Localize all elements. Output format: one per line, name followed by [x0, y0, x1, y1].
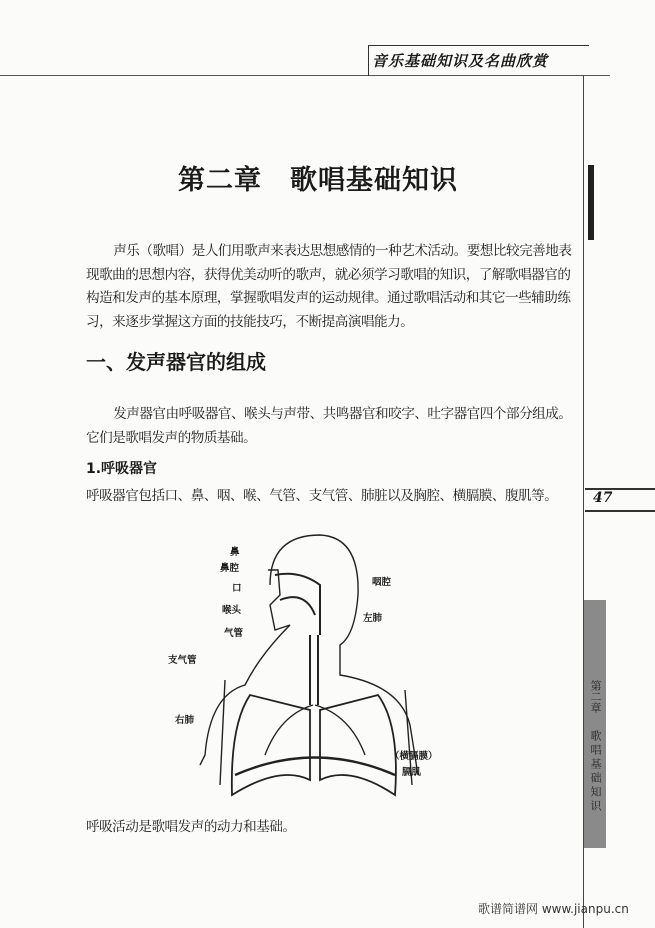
text-line: 习，来逐步掌握这方面的技能技巧，不断提高演唱能力。 [86, 313, 414, 330]
respiratory-figure [150, 525, 480, 815]
label-nasal-cavity: 鼻腔 [220, 563, 240, 574]
watermark: 歌谱简谱网 www.jianpu.cn [478, 902, 629, 916]
figure-caption: 呼吸活动是歌唱发声的动力和基础。 [86, 819, 296, 835]
margin-bar [588, 165, 594, 240]
label-left-lung: 左肺 [363, 613, 383, 624]
side-tab-title: 歌唱基础知识 [589, 730, 602, 814]
label-diaphragm-muscle: 膈肌 [402, 767, 422, 778]
text-line: 发声器官由呼吸器官、喉头与声带、共鸣器官和咬字、吐字器官四个部分组成。 [113, 406, 572, 422]
side-tab-chapter: 第二章 [589, 680, 602, 713]
page-number: 47 [593, 490, 613, 506]
text-line: 它们是歌唱发声的物质基础。 [86, 429, 257, 446]
label-larynx: 喉头 [222, 605, 242, 616]
subsection-paragraph: 呼吸器官包括口、鼻、咽、喉、气管、支气管、肺脏以及胸腔、横膈膜、腹肌等。 [86, 488, 558, 504]
label-diaphragm: （横膈膜） [390, 751, 438, 762]
intro-paragraph [86, 240, 586, 334]
section-title: 一、发声器官的组成 [86, 350, 266, 374]
label-right-lung: 右肺 [175, 715, 195, 726]
book-title: 音乐基础知识及名曲欣赏 [372, 52, 549, 70]
subsection-title: 1.呼吸器官 [86, 461, 158, 477]
label-bronchi: 支气管 [168, 655, 197, 666]
page-number-box [585, 488, 655, 512]
chapter-title: 第二章 歌唱基础知识 [178, 165, 458, 196]
text-line: 构造和发声的基本原理，掌握歌唱发声的运动规律。通过歌唱活动和其它一些辅助练 [86, 290, 571, 306]
section-paragraph [86, 403, 586, 450]
text-line: 现歌曲的思想内容，获得优美动听的歌声，就必须学习歌唱的知识，了解歌唱器官的 [86, 266, 571, 283]
text-line: 声乐（歌唱）是人们用歌声来表达思想感情的一种艺术活动。要想比较完善地表 [113, 243, 572, 259]
respiratory-diagram [150, 525, 480, 815]
label-nose: 鼻 [230, 547, 240, 558]
label-pharynx: 咽腔 [372, 577, 392, 588]
label-mouth: 口 [232, 583, 242, 594]
label-trachea: 气管 [224, 628, 244, 639]
